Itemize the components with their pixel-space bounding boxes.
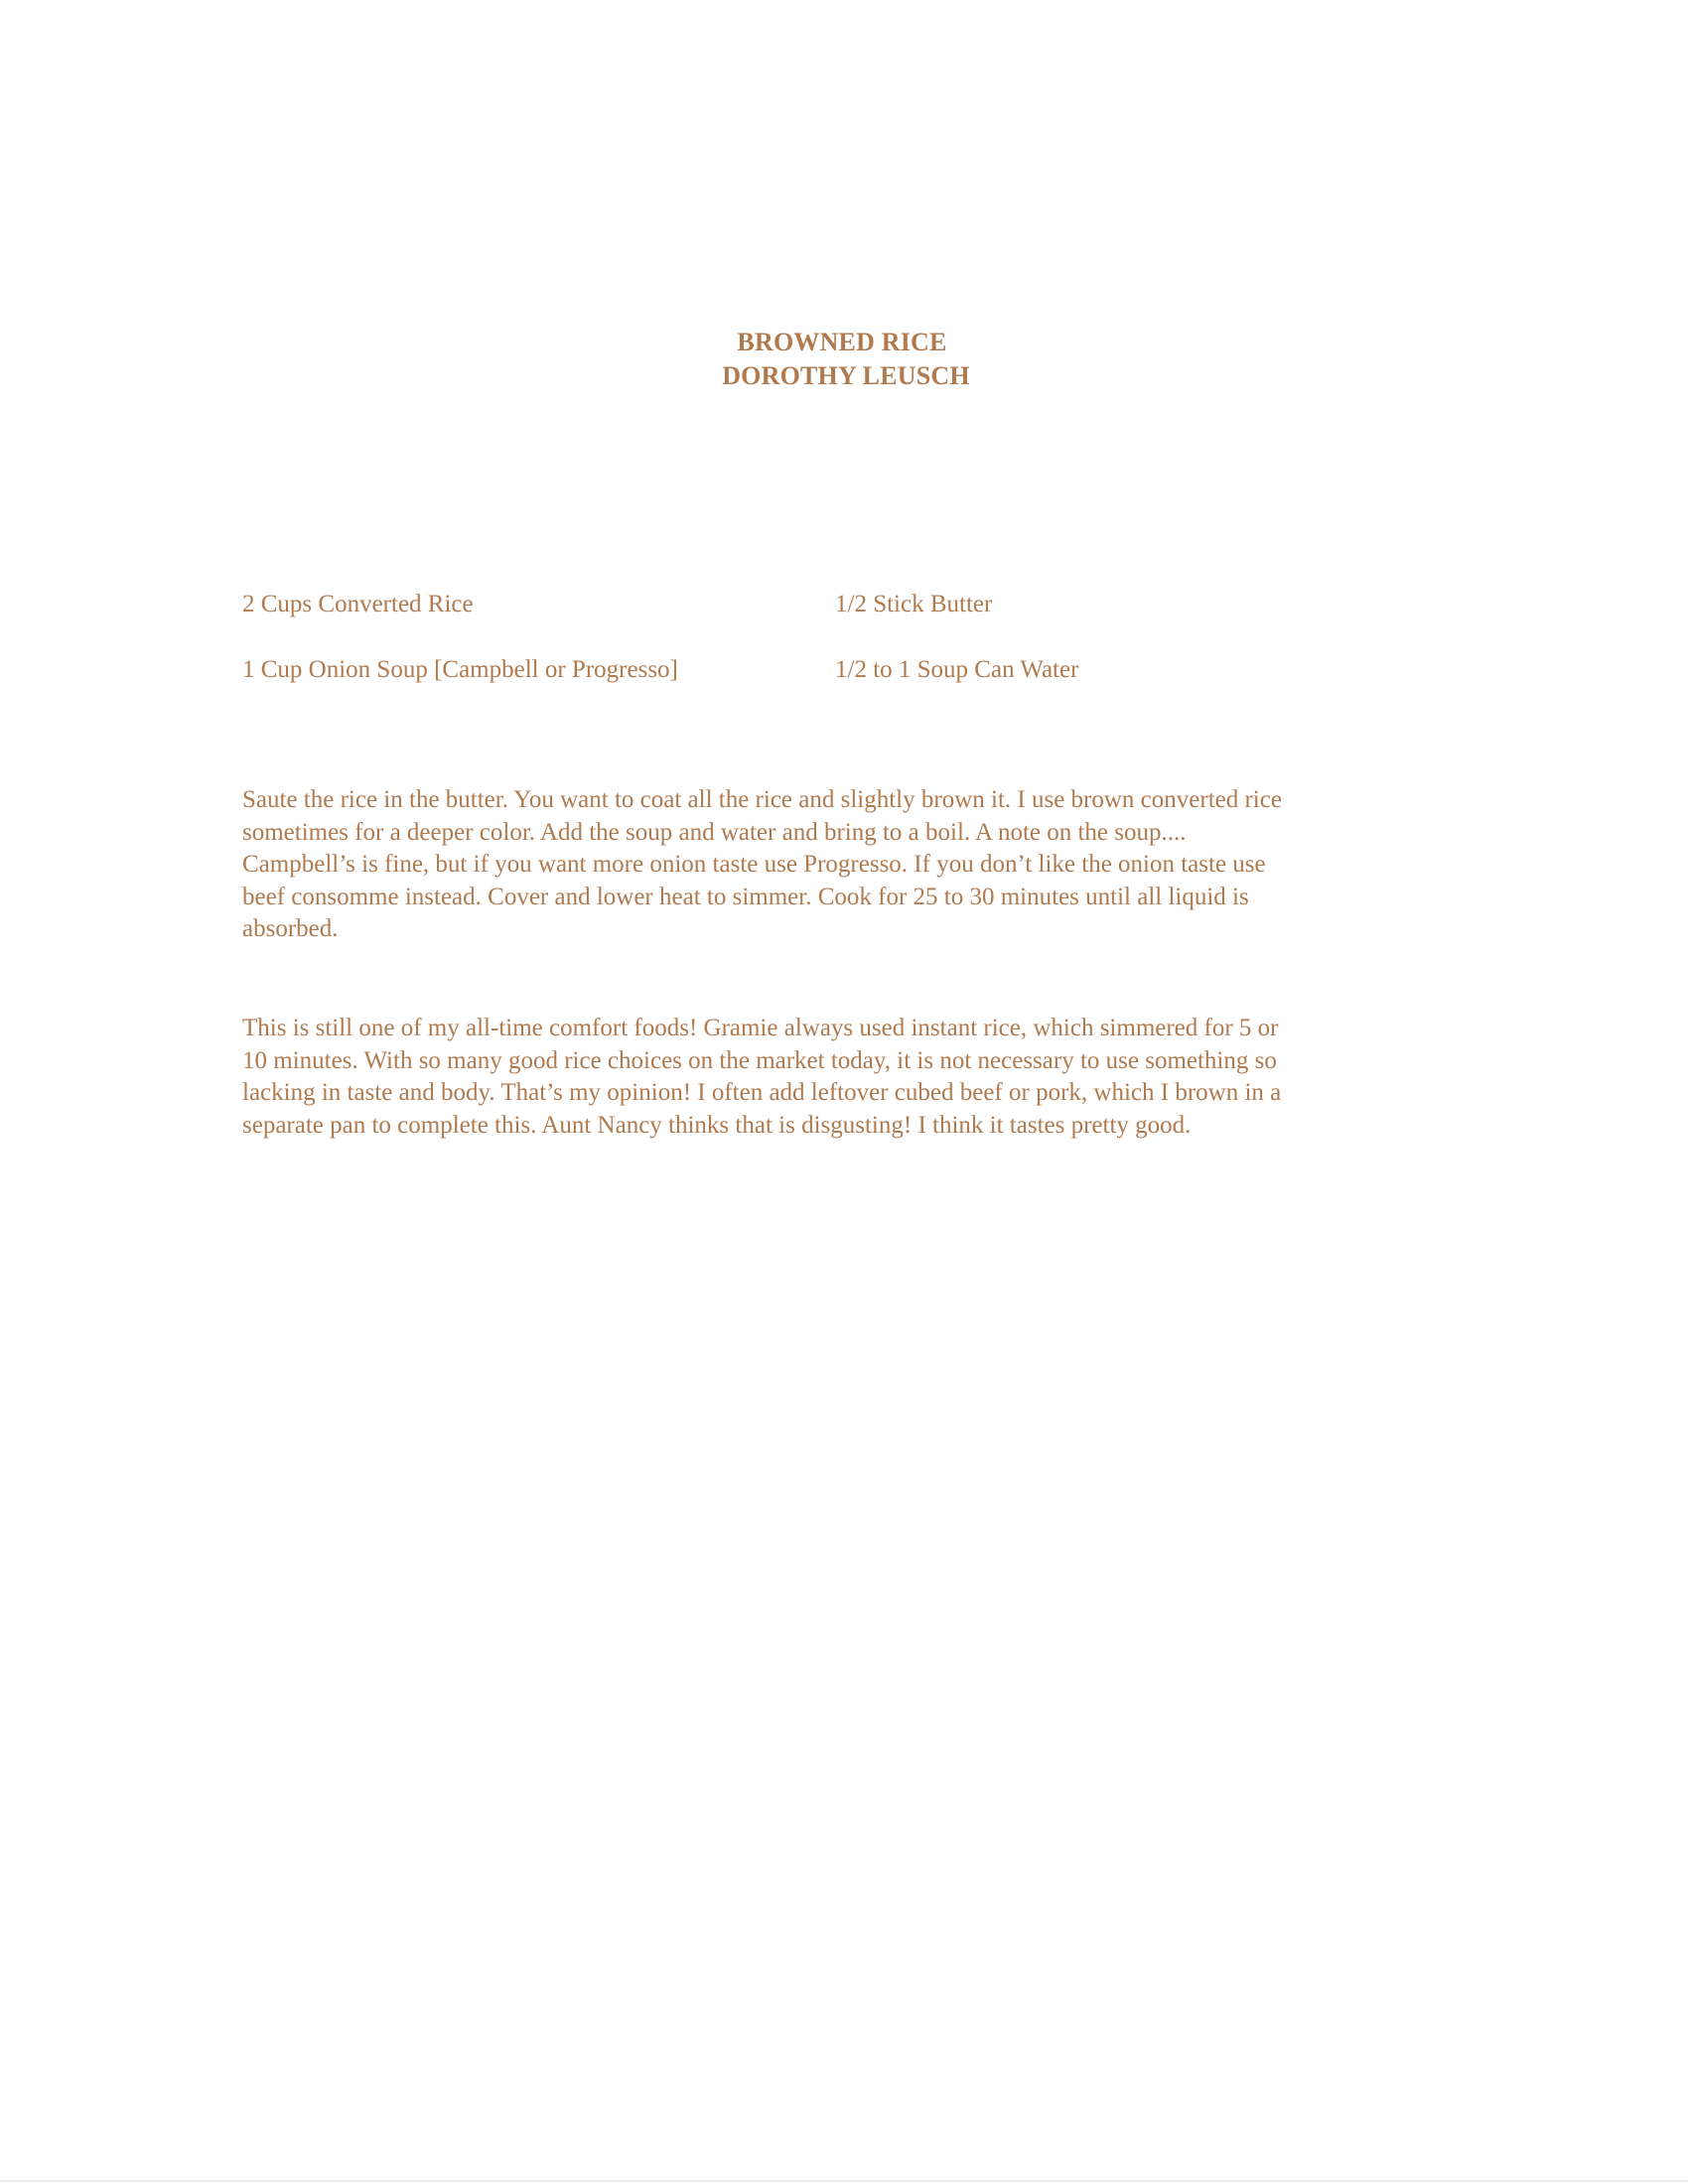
- ingredient-item: 2 Cups Converted Rice: [242, 591, 474, 617]
- notes-line: lacking in taste and body. That’s my opinion! I often add leftover cubed beef or pork, which I brown in a: [242, 1079, 1282, 1107]
- instructions-line: Saute the rice in the butter. You want to coat all the rice and slightly brown it. I use brown converted rice: [242, 786, 1282, 813]
- recipe-title: BROWNED RICE: [737, 328, 947, 356]
- instructions-line: sometimes for a deeper color. Add the soup and water and bring to a boil. A note on the soup....: [242, 818, 1187, 846]
- instructions-line: absorbed.: [242, 915, 339, 943]
- notes-line: This is still one of my all-time comfort foods! Gramie always used instant rice, which simmered for 5 or: [242, 1015, 1279, 1041]
- notes-paragraph: [242, 1013, 1454, 1142]
- ingredient-row: [242, 590, 1434, 655]
- recipe-author: DOROTHY LEUSCH: [722, 361, 970, 390]
- ingredients-list: [242, 590, 1434, 721]
- ingredient-item: 1/2 to 1 Soup Can Water: [835, 656, 1079, 683]
- instructions-paragraph: [242, 784, 1454, 946]
- notes-line: separate pan to complete this. Aunt Nancy thinks that is disgusting! I think it tastes pretty good.: [242, 1111, 1192, 1139]
- recipe-title-block: [0, 326, 1688, 393]
- scan-edge-divider: [0, 2180, 1688, 2182]
- ingredient-item: 1/2 Stick Butter: [835, 591, 993, 617]
- ingredient-item: 1 Cup Onion Soup [Campbell or Progresso]: [242, 656, 678, 683]
- instructions-line: beef consomme instead. Cover and lower heat to simmer. Cook for 25 to 30 minutes until all liquid is: [242, 883, 1249, 910]
- instructions-line: Campbell’s is fine, but if you want more onion taste use Progresso. If you don’t like the onion taste use: [242, 851, 1266, 879]
- ingredient-row: [242, 655, 1434, 721]
- notes-line: 10 minutes. With so many good rice choices on the market today, it is not necessary to use something so: [242, 1046, 1277, 1074]
